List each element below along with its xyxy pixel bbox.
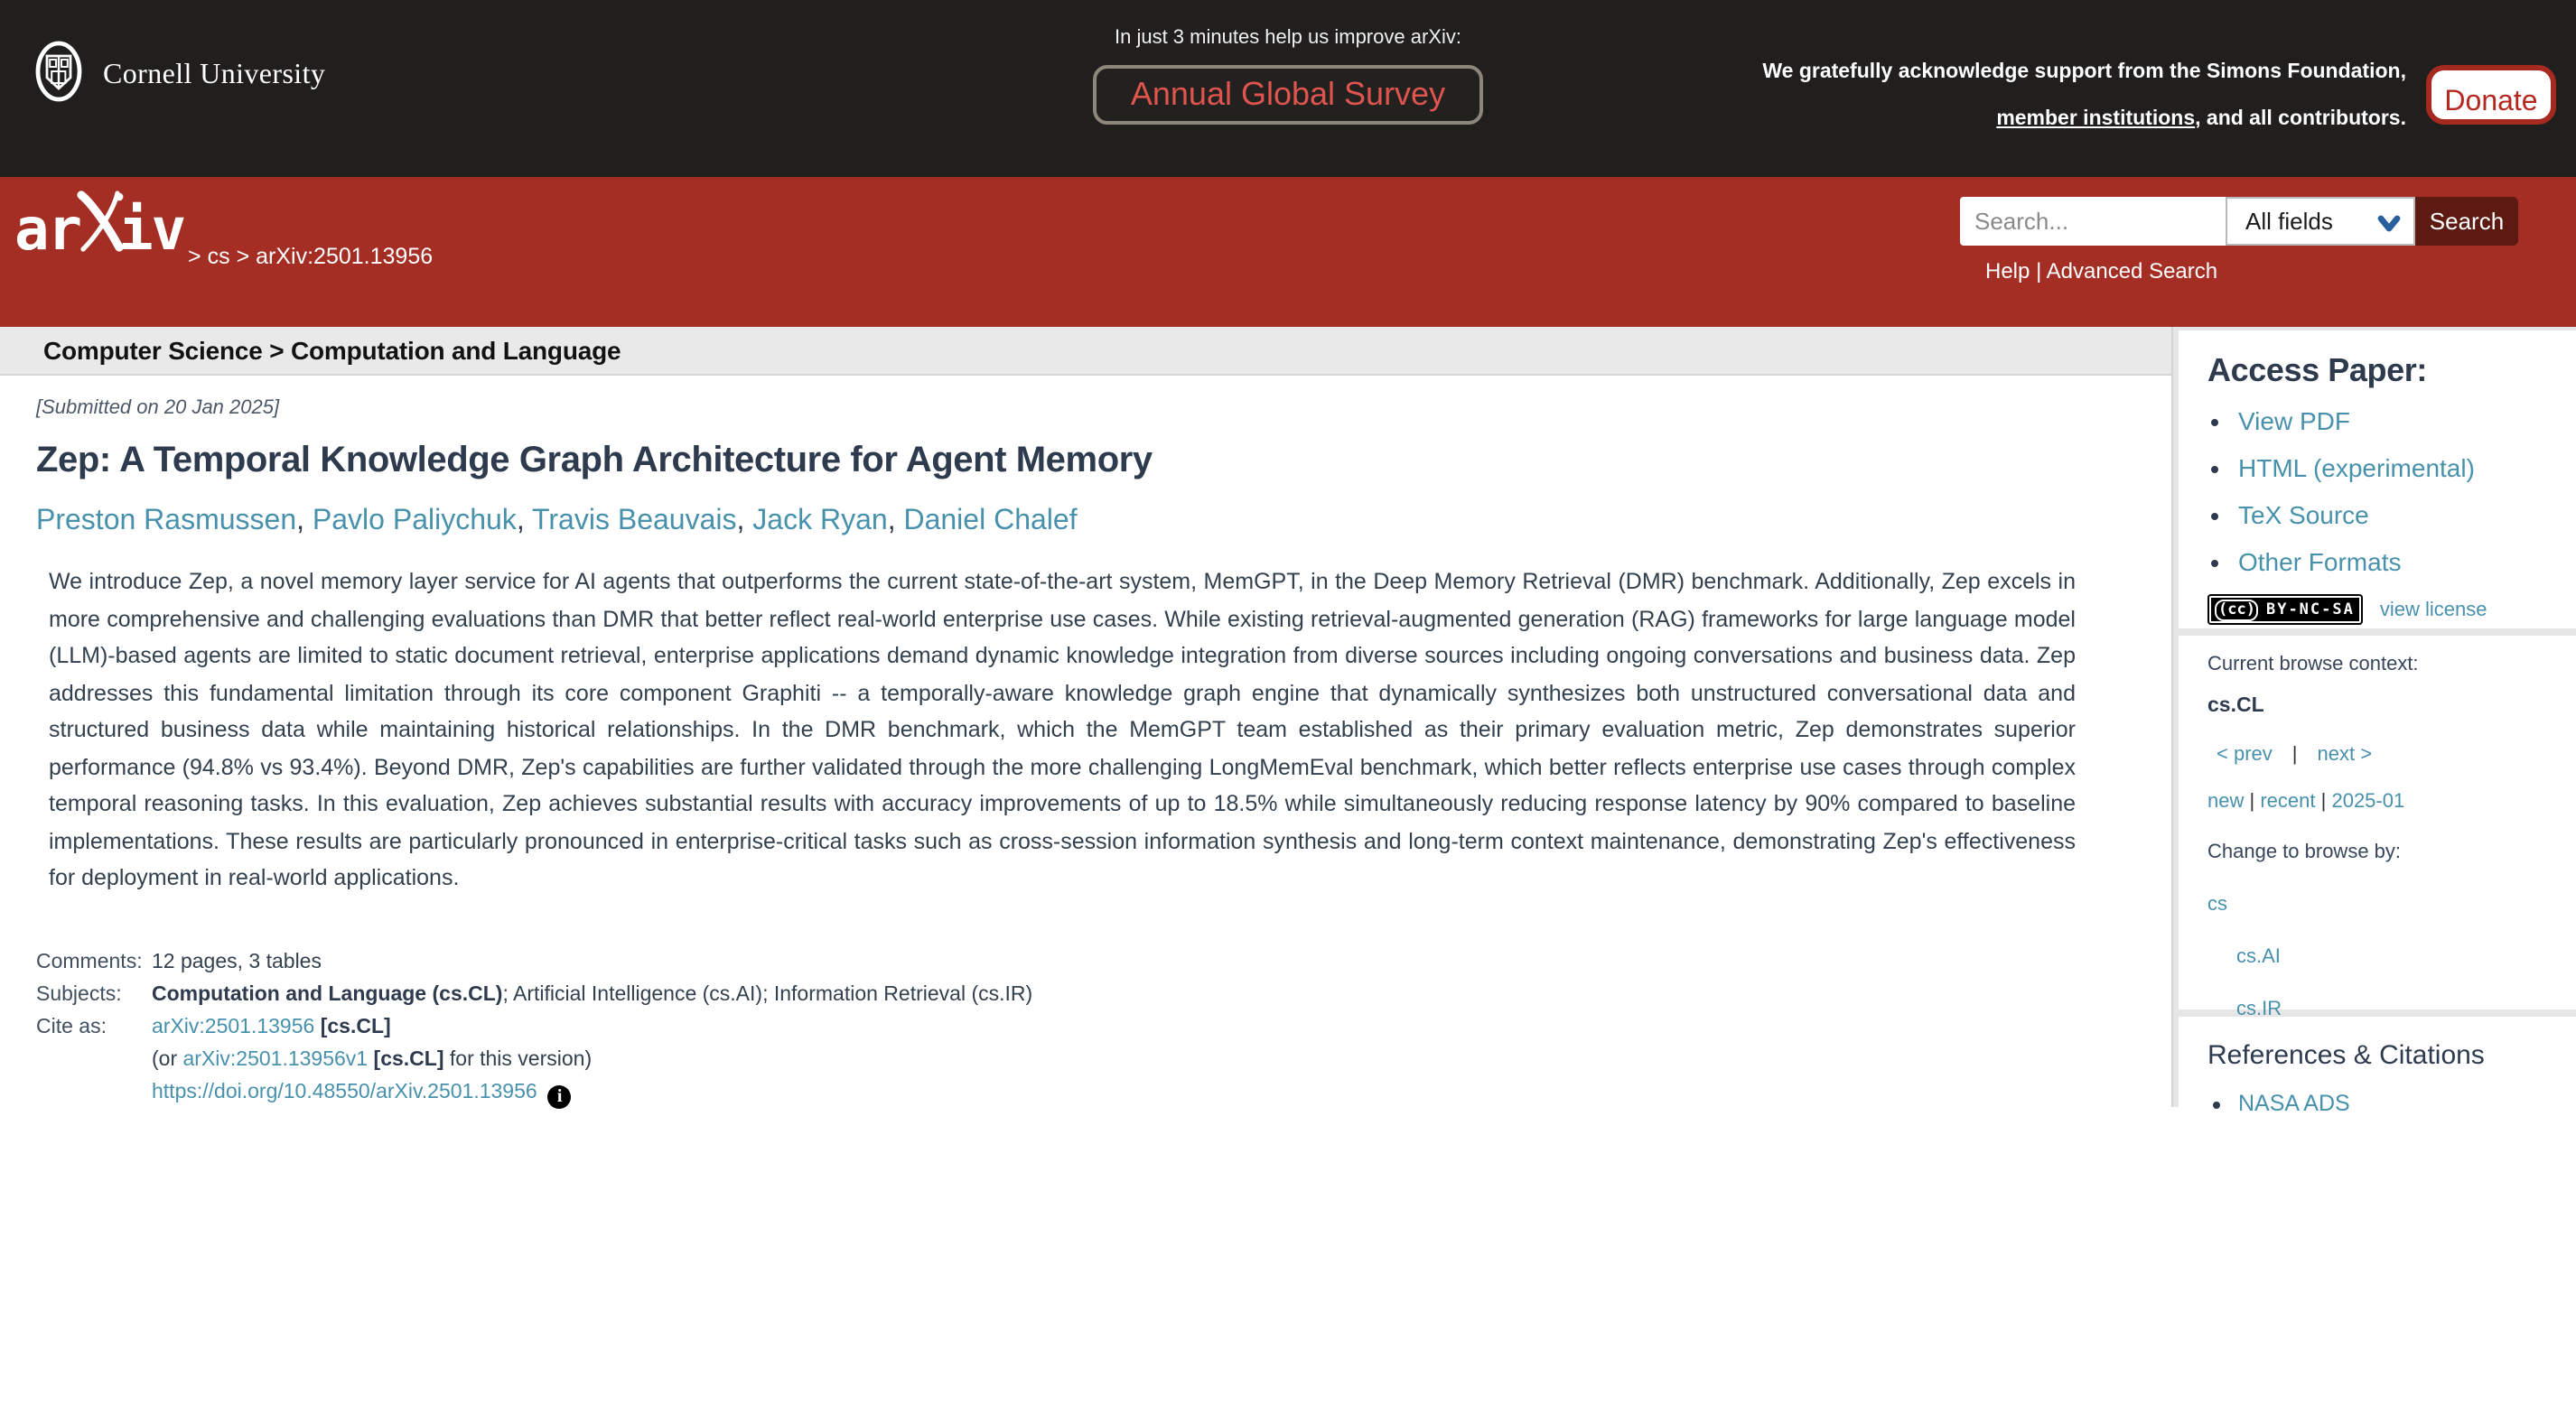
comments-row: [36, 950, 1032, 982]
arxiv-version-link[interactable]: arXiv:2501.13956v1: [182, 1048, 369, 1071]
author-link[interactable]: Jack Ryan: [752, 506, 888, 537]
help-links: Help | Advanced Search: [1985, 258, 2218, 284]
donate-button[interactable]: Donate: [2426, 65, 2556, 125]
browse-context-card: [2179, 636, 2576, 1020]
author-link[interactable]: Pavlo Paliychuk: [312, 506, 517, 537]
cite-version: (or arXiv:2501.13956v1 [cs.CL] for this version): [152, 1048, 593, 1071]
arxiv-id-link[interactable]: arXiv:2501.13956: [152, 1016, 315, 1038]
access-paper-heading: Access Paper:: [2207, 352, 2427, 388]
references-citations-card: [2179, 1017, 2576, 1414]
cite-as-label: Cite as:: [36, 1016, 107, 1038]
breadcrumb-paper-id: arXiv:2501.13956: [256, 244, 434, 269]
recent-link[interactable]: recent: [2260, 791, 2316, 813]
top-banner: [0, 0, 2576, 177]
doi-link[interactable]: https://doi.org/10.48550/arXiv.2501.13956: [152, 1081, 537, 1103]
acknowledgment-line1: We gratefully acknowledge support from the Simons Foundation,: [1762, 61, 2406, 83]
new-link[interactable]: new: [2207, 791, 2245, 813]
content-layout: [0, 327, 2576, 1116]
breadcrumb: > cs > arXiv:2501.13956: [188, 244, 434, 269]
subjects-row: [36, 982, 1032, 1015]
cs-link[interactable]: cs: [2207, 894, 2227, 916]
tex-source-link[interactable]: TeX Source: [2238, 500, 2369, 529]
access-links-list: [2207, 406, 2562, 576]
survey-block: [909, 0, 1667, 125]
view-pdf-link[interactable]: View PDF: [2238, 406, 2350, 435]
search-button[interactable]: Search: [2415, 197, 2518, 246]
list-item: [2238, 547, 2562, 576]
search-field-select[interactable]: All fields: [2226, 197, 2415, 246]
submission-date: [Submitted on 20 Jan 2025]: [36, 397, 280, 419]
member-institutions-link[interactable]: member institutions: [1996, 108, 2196, 130]
listing-nav: new | recent | 2025-01: [2207, 791, 2405, 813]
annual-global-survey-button[interactable]: Annual Global Survey: [1093, 65, 1483, 125]
list-item: [2238, 453, 2562, 482]
advanced-search-link[interactable]: Advanced Search: [2046, 258, 2218, 284]
abstract-text: We introduce Zep, a novel memory layer service for AI agents that outperforms the current state-of-the-art system, MemGPT, in the Deep Memory Retrieval (DMR) benchmark. Additionally, Zep excels in more comprehensive and challenging evaluations than DMR that better reflect real-world enterprise use cases. While existing retrieval-augmented generation (RAG) frameworks for large language model (LLM)-based agents are limited to static document retrieval, enterprise applications demand dynamic knowledge integration from diverse sources including ongoing conversations and business data. Zep addresses this fundamental limitation through its core component Graphiti -- a temporally-aware knowledge graph engine that dynamically synthesizes both unstructured conversational data and structured business data while maintaining historical relationships. In the DMR benchmark, which the MemGPT team established as their primary evaluation metric, Zep demonstrates superior performance (94.8% vs 93.4%). Beyond DMR, Zep's capabilities are further validated through the more challenging LongMemEval benchmark, which better reflects enterprise use cases through complex temporal reasoning tasks. In this evaluation, Zep achieves substantial results with accuracy improvements of up to 18.5% while simultaneously reducing response latency by 90% compared to baseline implementations. These results are particularly pronounced in enterprise-critical tasks such as cross-session information synthesis and long-term context maintenance, demonstrating Zep's effectiveness for deployment in real-world applications.: [49, 569, 2076, 891]
list-item: [2238, 1091, 2562, 1116]
survey-prompt: In just 3 minutes help us improve arXiv:: [1115, 27, 1461, 49]
author-link[interactable]: Daniel Chalef: [903, 506, 1078, 537]
html-experimental-link[interactable]: HTML (experimental): [2238, 453, 2475, 482]
subject-bar: Computer Science > Computation and Language: [0, 327, 2171, 376]
references-links-list: [2207, 1091, 2562, 1116]
arxiv-logo[interactable]: ar iv: [14, 188, 184, 264]
access-paper-card: [2179, 330, 2576, 628]
cs-ai-link[interactable]: cs.AI: [2236, 946, 2281, 968]
cornell-university-link[interactable]: [34, 40, 325, 112]
paper-title: Zep: A Temporal Knowledge Graph Architecture for Agent Memory: [36, 441, 1153, 480]
license-row: [2207, 594, 2562, 625]
doi-line: [152, 1080, 1032, 1114]
arxiv-header: [0, 177, 2576, 327]
cornell-seal-icon: [34, 40, 83, 112]
acknowledgment-line2: member institutions, and all contributors.: [1996, 108, 2406, 130]
nasa-ads-link[interactable]: NASA ADS: [2238, 1091, 2350, 1116]
main-column: [0, 327, 2171, 1107]
view-license-link[interactable]: view license: [2379, 599, 2487, 620]
other-formats-link[interactable]: Other Formats: [2238, 547, 2402, 576]
cs-ir-link[interactable]: cs.IR: [2236, 999, 2282, 1020]
next-link[interactable]: next >: [2317, 744, 2373, 766]
metadata-table: [36, 950, 1032, 1120]
help-link[interactable]: Help: [1985, 258, 2030, 284]
breadcrumb-cs-link[interactable]: cs: [207, 244, 230, 269]
list-item: [2238, 406, 2562, 435]
author-list: Preston Rasmussen, Pavlo Paliychuk, Travis Beauvais, Jack Ryan, Daniel Chalef: [36, 506, 1078, 537]
info-icon[interactable]: i: [548, 1085, 572, 1109]
author-link[interactable]: Travis Beauvais: [532, 506, 737, 537]
comments-label: Comments:: [36, 951, 143, 973]
browse-context-value: cs.CL: [2207, 695, 2264, 717]
month-link[interactable]: 2025-01: [2331, 791, 2405, 813]
change-browse-heading: Change to browse by:: [2207, 842, 2402, 863]
sidebar: [2171, 327, 2576, 1116]
cc-by-nc-sa-badge-icon[interactable]: (cc) BY-NC-SA: [2207, 594, 2364, 625]
comments-value: 12 pages, 3 tables: [152, 951, 322, 973]
subjects-value: Computation and Language (cs.CL); Artificial Intelligence (cs.AI); Information Retrieval (cs.IR): [152, 983, 1033, 1006]
prev-link[interactable]: < prev: [2217, 744, 2273, 766]
arxiv-logo-chi-icon: [80, 188, 118, 264]
list-item: [2238, 500, 2562, 529]
browse-context-heading: Current browse context:: [2207, 654, 2419, 675]
subjects-label: Subjects:: [36, 983, 122, 1006]
cite-as-row: [36, 1015, 1032, 1120]
browse-cs: [2207, 887, 2562, 919]
references-heading: References & Citations: [2207, 1040, 2485, 1071]
cite-arxiv-id: arXiv:2501.13956 [cs.CL]: [152, 1016, 391, 1038]
prev-next-nav: < prev | next >: [2217, 744, 2373, 766]
search-area: [1960, 197, 2534, 284]
search-input[interactable]: [1960, 197, 2226, 246]
browse-cs-ai: [2207, 939, 2562, 972]
acknowledgment-text: [1762, 49, 2406, 143]
cornell-wordmark: Cornell University: [103, 60, 326, 90]
author-link[interactable]: Preston Rasmussen: [36, 506, 297, 537]
